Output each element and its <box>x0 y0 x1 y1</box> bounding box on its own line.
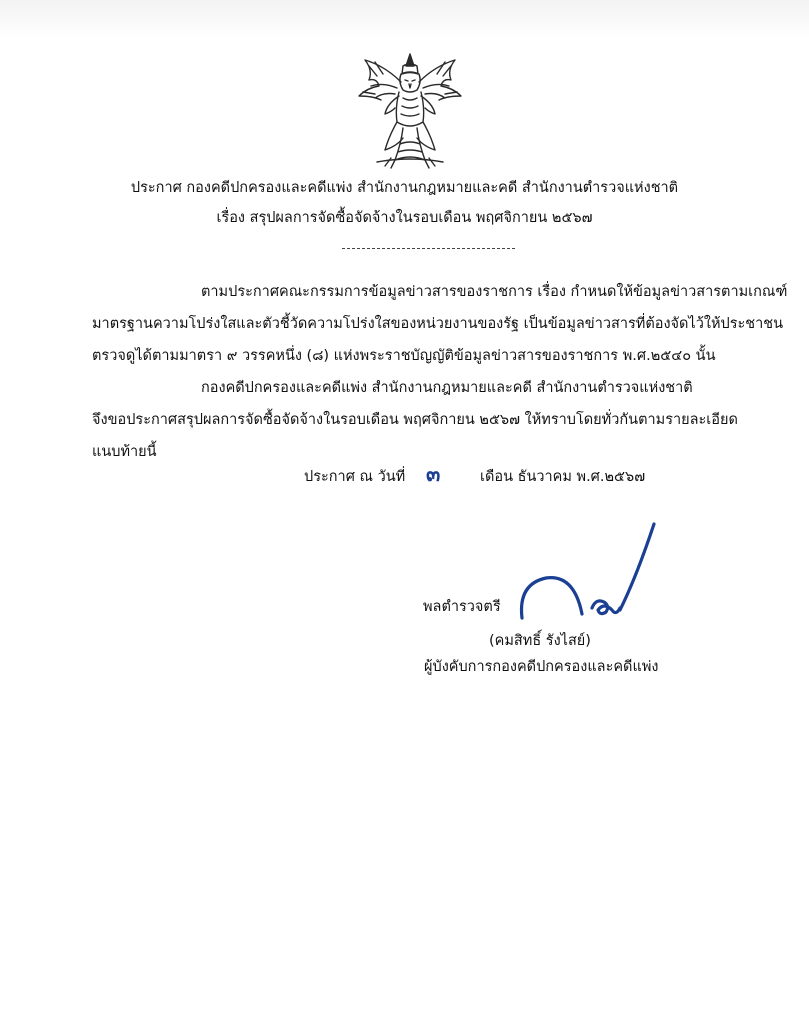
announcement-title: ประกาศ กองคดีปกครองและคดีแพ่ง สำนักงานกฎหมายและคดี สำนักงานตำรวจแห่งชาติ <box>130 180 679 196</box>
paragraph-1-line-3: ตรวจดูได้ตามมาตรา ๙ วรรคหนึ่ง (๘) แห่งพระราชบัญญัติข้อมูลข่าวสารของราชการ พ.ศ.๒๕๔๐ นั้น <box>92 348 716 364</box>
paragraph-1-line-2: มาตรฐานความโปร่งใสและตัวชี้วัดความโปร่งใสของหน่วยงานของรัฐ เป็นข้อมูลข่าวสารที่ต้องจัดไว้ให้ประชาชน <box>92 316 784 332</box>
signatory-position: ผู้บังคับการกองคดีปกครองและคดีแพ่ง <box>424 659 659 675</box>
signatory-name: (คมสิทธิ์ รังไสย์) <box>489 633 591 649</box>
paragraph-2-line-3: แนบท้ายนี้ <box>92 444 157 460</box>
paragraph-2-line-1: กองคดีปกครองและคดีแพ่ง สำนักงานกฎหมายและคดี สำนักงานตำรวจแห่งชาติ <box>201 380 693 396</box>
announcement-subject: เรื่อง สรุปผลการจัดซื้อจัดจ้างในรอบเดือน พฤศจิกายน ๒๕๖๗ <box>216 210 593 226</box>
paragraph-2-line-2: จึงขอประกาศสรุปผลการจัดซื้อจัดจ้างในรอบเดือน พฤศจิกายน ๒๕๖๗ ให้ทราบโดยทั่วกันตามรายละเอียด <box>92 412 738 428</box>
handwritten-day: ๓ <box>426 461 441 486</box>
garuda-emblem-icon <box>355 52 465 170</box>
scan-shade <box>0 0 809 40</box>
handwritten-signature <box>508 518 668 628</box>
signatory-rank: พลตำรวจตรี <box>423 599 501 615</box>
date-suffix: เดือน ธันวาคม พ.ศ.๒๕๖๗ <box>480 469 646 485</box>
paragraph-1-line-1: ตามประกาศคณะกรรมการข้อมูลข่าวสารของราชการ เรื่อง กำหนดให้ข้อมูลข่าวสารตามเกณฑ์ <box>201 284 788 300</box>
date-prefix: ประกาศ ณ วันที่ <box>304 469 406 485</box>
title-separator <box>342 248 515 249</box>
